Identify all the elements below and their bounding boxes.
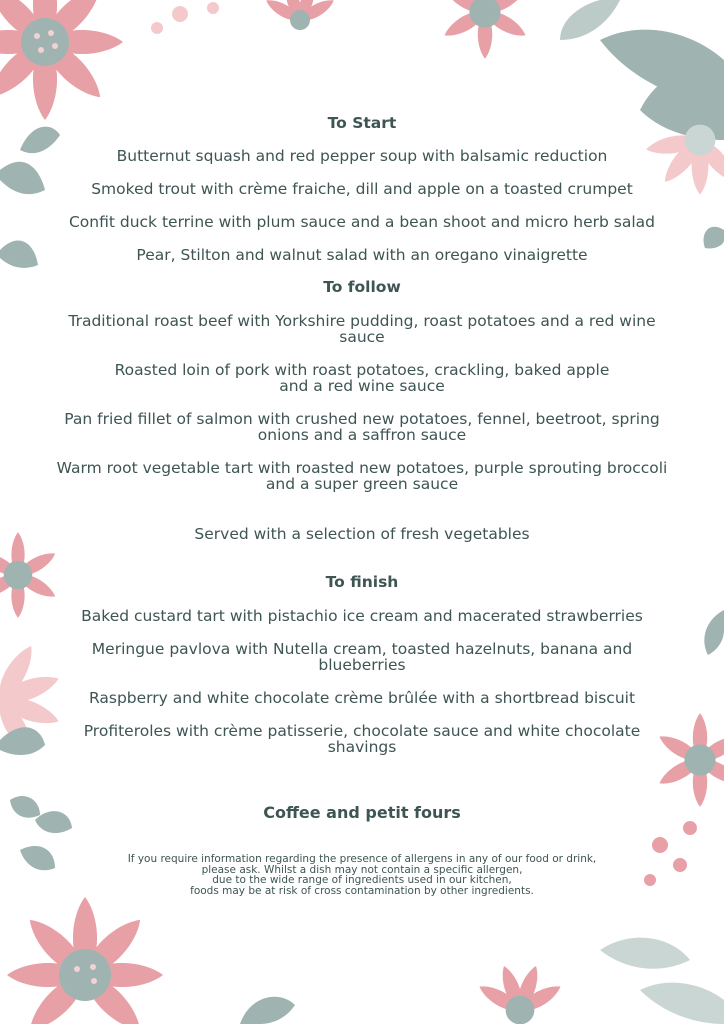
flower-icon: [441, 0, 529, 59]
menu-item: Smoked trout with crème fraiche, dill and apple on a toasted crumpet: [91, 180, 633, 198]
menu-item: Confit duck terrine with plum sauce and a bean shoot and micro herb salad: [68, 213, 656, 231]
leaf-icon: [240, 997, 295, 1024]
menu-item: Butternut squash and red pepper soup with balsamic reduction: [116, 147, 608, 165]
section-heading-desserts: To finish: [325, 573, 399, 591]
leaf-icon: [704, 227, 724, 655]
allergen-note: If you require information regarding the presence of allergens in any of our food or drink, please ask. Whilst a dish may not contain a specific allergen, due to the wide range of ingredients used in our kitchen, foods may be at risk of cross contamination by other ingredients.: [127, 853, 597, 897]
coffee-heading: Coffee and petit fours: [263, 803, 461, 822]
menu-item: Pear, Stilton and walnut salad with an oregano vinaigrette: [136, 246, 588, 264]
flower-icon: [0, 0, 123, 120]
section-heading-starters: To Start: [327, 114, 397, 132]
flower-icon: [263, 0, 337, 30]
menu-item: Raspberry and white chocolate crème brûlée with a shortbread biscuit: [88, 689, 636, 707]
leaf-icon: [600, 938, 724, 1024]
menu-item: Meringue pavlova with Nutella cream, toasted hazelnuts, banana and blueberries: [91, 640, 633, 674]
flower-icon: [476, 964, 564, 1024]
berry-icon: [151, 2, 219, 34]
menu-item: Pan fried fillet of salmon with crushed new potatoes, fennel, beetroot, spring onions and a saffron sauce: [64, 410, 660, 444]
menu-item: Traditional roast beef with Yorkshire pudding, roast potatoes and a red wine sauce: [68, 312, 656, 346]
section-heading-mains: To follow: [323, 278, 401, 296]
menu-item: Warm root vegetable tart with roasted new potatoes, purple sprouting broccoli and a super green sauce: [56, 459, 668, 493]
menu-item: Baked custard tart with pistachio ice cream and macerated strawberries: [81, 607, 643, 625]
menu-item: Roasted loin of pork with roast potatoes, crackling, baked apple and a red wine sauce: [114, 361, 610, 395]
menu-item: Profiteroles with crème patisserie, chocolate sauce and white chocolate shavings: [83, 722, 641, 756]
menu-side-note: Served with a selection of fresh vegetables: [194, 525, 530, 543]
flower-icon: [7, 897, 163, 1024]
